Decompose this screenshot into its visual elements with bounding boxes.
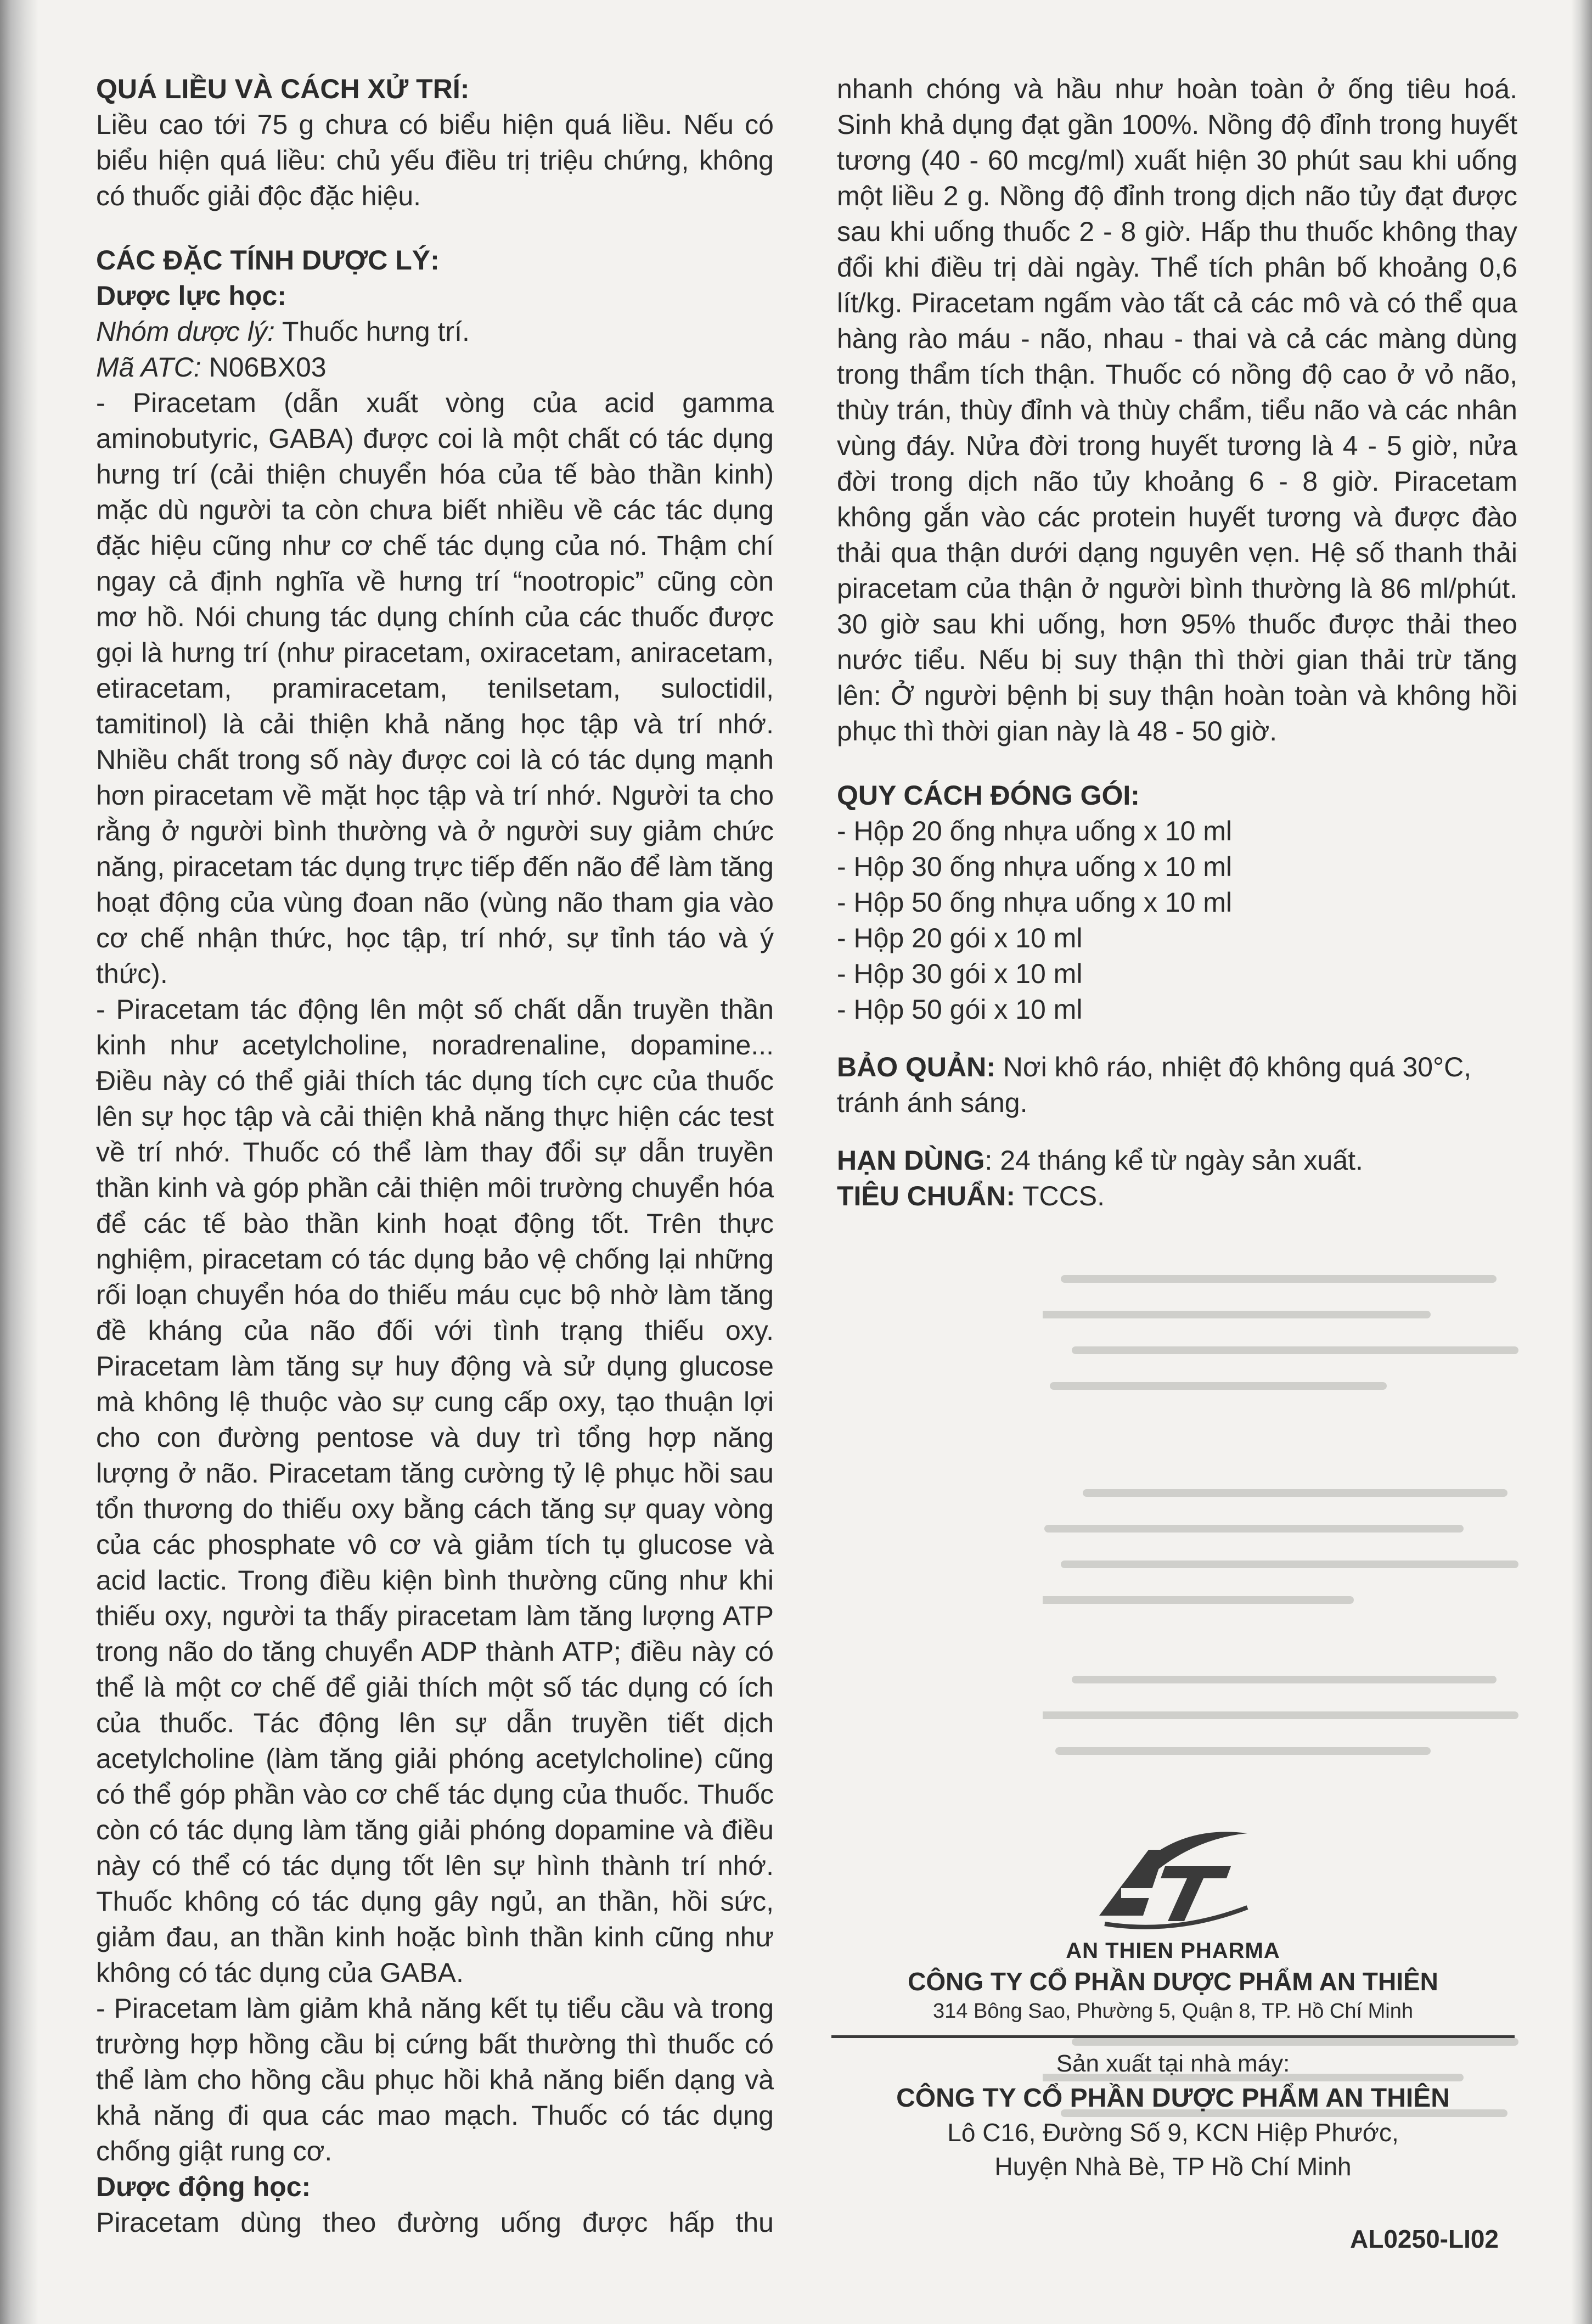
- an-thien-logo-icon: [1083, 1811, 1264, 1938]
- left-column: [96, 71, 774, 2241]
- shelf-life-line: [837, 1143, 1517, 1178]
- right-column: [837, 71, 1517, 1214]
- overdose-heading: QUÁ LIỀU VÀ CÁCH XỬ TRÍ:: [96, 74, 470, 104]
- factory-company-name: CÔNG TY CỔ PHẦN DƯỢC PHẨM AN THIÊN: [896, 2084, 1450, 2113]
- standard-line: [837, 1178, 1517, 1214]
- factory-label: Sản xuất tại nhà máy:: [1056, 2050, 1290, 2077]
- factory-address-line-1: Lô C16, Đường Số 9, KCN Hiệp Phước,: [947, 2118, 1399, 2147]
- document-code: AL0250-LI02: [1350, 2225, 1499, 2253]
- standard-label: TIÊU CHUẨN:: [837, 1181, 1015, 1211]
- packaging-heading: QUY CÁCH ĐÓNG GÓI:: [837, 780, 1140, 811]
- company-name: CÔNG TY CỔ PHẦN DƯỢC PHẨM AN THIÊN: [908, 1967, 1438, 1996]
- packaging-item: - Hộp 50 ống nhựa uống x 10 ml: [837, 887, 1233, 918]
- page-edge-shadow-left: [0, 0, 38, 2324]
- standard-text: TCCS.: [1015, 1181, 1105, 1211]
- packaging-item: - Hộp 50 gói x 10 ml: [837, 994, 1083, 1025]
- pharmacodynamics-paragraph-3: - Piracetam làm giảm khả năng kết tụ tiểu cầu và trong trường hợp hồng cầu bị cứng bất thường thì thuốc có thể làm cho hồng cầu phục hồi khả năng biến dạng và khả năng đi qua các mao mạch. Thuốc có tác dụng chống giật rung cơ.: [96, 1993, 774, 2166]
- pharmacodynamics-heading: Dược lực học:: [96, 280, 286, 311]
- packaging-list: [837, 813, 1517, 1028]
- packaging-item: - Hộp 30 gói x 10 ml: [837, 958, 1083, 989]
- pharmacology-heading: CÁC ĐẶC TÍNH DƯỢC LÝ:: [96, 245, 440, 276]
- atc-code-label: Mã ATC:: [96, 352, 201, 383]
- company-address: 314 Bông Sao, Phường 5, Quận 8, TP. Hồ Chí Minh: [933, 2000, 1413, 2023]
- pharmacodynamics-paragraph-2: - Piracetam tác động lên một số chất dẫn truyền thần kinh như acetylcholine, noradrenaline, dopamine... Điều này có thể giải thích tác dụng tích cực của thuốc lên sự học tập và cải thiện khả năng thực hiện các test về trí nhớ. Thuốc có thể làm thay đổi sự dẫn truyền thần kinh và góp phần cải thiện môi trường chuyển hóa để các tế bào thần kinh hoạt động tốt. Trên thực nghiệm, piracetam có tác dụng bảo vệ chống lại những rối loạn chuyển hóa do thiếu máu cục bộ nhờ làm tăng đề kháng của não đối với tình trạng thiếu oxy. Piracetam làm tăng sự huy động và sử dụng glucose mà không lệ thuộc vào sự cung cấp oxy, tạo thuận lợi cho con đường pentose và duy trì tổng hợp năng lượng ở não. Piracetam tăng cường tỷ lệ phục hồi sau tổn thương do thiếu oxy bằng cách tăng sự quay vòng của các phosphate vô cơ và giảm tích tụ glucose và acid lactic. Trong điều kiện bình thường cũng như khi thiếu oxy, người ta thấy piracetam làm tăng lượng ATP trong não do tăng chuyển ADP thành ATP; điều này có thể là một cơ chế để giải thích một số tác dụng có ích của thuốc. Tác động lên sự dẫn truyền tiết dịch acetylcholine (làm tăng giải phóng acetylcholine) cũng có thể góp phần vào cơ chế tác dụng của thuốc. Thuốc còn có tác dụng làm tăng giải phóng dopamine và điều này có thể có tác dụng tốt lên sự hình thành trí nhớ. Thuốc không có tác dụng gây ngủ, an thần, hồi sức, giảm đau, an thần kinh hoặc bình thần kinh cũng như không có tác dụng của GABA.: [96, 994, 774, 1988]
- shelf-life-text: : 24 tháng kể từ ngày sản xuất.: [985, 1145, 1363, 1176]
- drug-group-label: Nhóm dược lý:: [96, 316, 275, 347]
- brand-name: AN THIEN PHARMA: [1066, 1939, 1280, 1963]
- pharmacokinetics-heading: Dược động học:: [96, 2171, 311, 2202]
- packaging-item: - Hộp 20 gói x 10 ml: [837, 923, 1083, 953]
- storage-label: BẢO QUẢN:: [837, 1052, 995, 1082]
- storage-line: [837, 1049, 1517, 1121]
- overdose-text: Liều cao tới 75 g chưa có biểu hiện quá liều. Nếu có biểu hiện quá liều: chủ yếu điều trị triệu chứng, không có thuốc giải độc đặc hiệu.: [96, 109, 774, 211]
- page-edge-shadow-right: [1571, 0, 1592, 2324]
- shelf-life-label: HẠN DÙNG: [837, 1145, 985, 1176]
- pharmacokinetics-continued: nhanh chóng và hầu như hoàn toàn ở ống tiêu hoá. Sinh khả dụng đạt gần 100%. Nồng độ đỉnh trong huyết tương (40 - 60 mcg/ml) xuất hiện 30 phút sau khi uống một liều 2 g. Nồng độ đỉnh trong dịch não tủy đạt được sau khi uống thuốc 2 - 8 giờ. Hấp thu thuốc không thay đổi khi điều trị dài ngày. Thể tích phân bố khoảng 0,6 lít/kg. Piracetam ngấm vào tất cả các mô và có thể qua hàng rào máu - não, nhau - thai và cả các màng dùng trong thẩm tích thận. Thuốc có nồng độ cao ở vỏ não, thùy trán, thùy đỉnh và thùy chẩm, tiểu não và các nhân vùng đáy. Nửa đời trong huyết tương là 4 - 5 giờ, nửa đời trong dịch não tủy khoảng 6 - 8 giờ. Piracetam không gắn vào các protein huyết tương và được đào thải qua thận dưới dạng nguyên vẹn. Hệ số thanh thải piracetam của thận ở người bình thường là 86 ml/phút. 30 giờ sau khi uống, hơn 95% thuốc được thải theo nước tiểu. Nếu bị suy thận thì thời gian thải trừ tăng lên: Ở người bệnh bị suy thận hoàn toàn và không hồi phục thì thời gian này là 48 - 50 giờ.: [837, 74, 1517, 746]
- pharmacokinetics-lead: Piracetam dùng theo đường uống được hấp thu: [96, 2207, 774, 2238]
- manufacturer-block: [831, 1811, 1515, 2181]
- packaging-item: - Hộp 30 ống nhựa uống x 10 ml: [837, 851, 1233, 882]
- atc-code-value: N06BX03: [201, 352, 327, 383]
- pharmacodynamics-paragraph-1: - Piracetam (dẫn xuất vòng của acid gamma aminobutyric, GABA) được coi là một chất có tác dụng hưng trí (cải thiện chuyển hóa của tế bào thần kinh) mặc dù người ta còn chưa biết nhiều về các tác dụng đặc hiệu cũng như cơ chế tác dụng của nó. Thậm chí ngay cả định nghĩa về hưng trí “nootropic” cũng còn mơ hồ. Nói chung tác dụng chính của các thuốc được gọi là hưng trí (như piracetam, oxiracetam, aniracetam, etiracetam, pramiracetam, tenilsetam, suloctidil, tamitinol) là cải thiện khả năng học tập và trí nhớ. Nhiều chất trong số này được coi là có tác dụng mạnh hơn piracetam về mặt học tập và trí nhớ. Người ta cho rằng ở người bình thường và ở người suy giảm chức năng, piracetam tác dụng trực tiếp đến não để làm tăng hoạt động của vùng đoan não (vùng não tham gia vào cơ chế nhận thức, học tập, trí nhớ, sự tỉnh táo và ý thức).: [96, 388, 774, 989]
- drug-group-line: [96, 314, 774, 350]
- factory-address-line-2: Huyện Nhà Bè, TP Hồ Chí Minh: [994, 2152, 1352, 2181]
- divider: [831, 2035, 1515, 2038]
- atc-code-line: [96, 350, 774, 385]
- storage-text: Nơi khô ráo, nhiệt độ không quá 30°C, tránh ánh sáng.: [837, 1052, 1472, 1118]
- packaging-item: - Hộp 20 ống nhựa uống x 10 ml: [837, 816, 1233, 846]
- drug-group-value: Thuốc hưng trí.: [274, 316, 470, 347]
